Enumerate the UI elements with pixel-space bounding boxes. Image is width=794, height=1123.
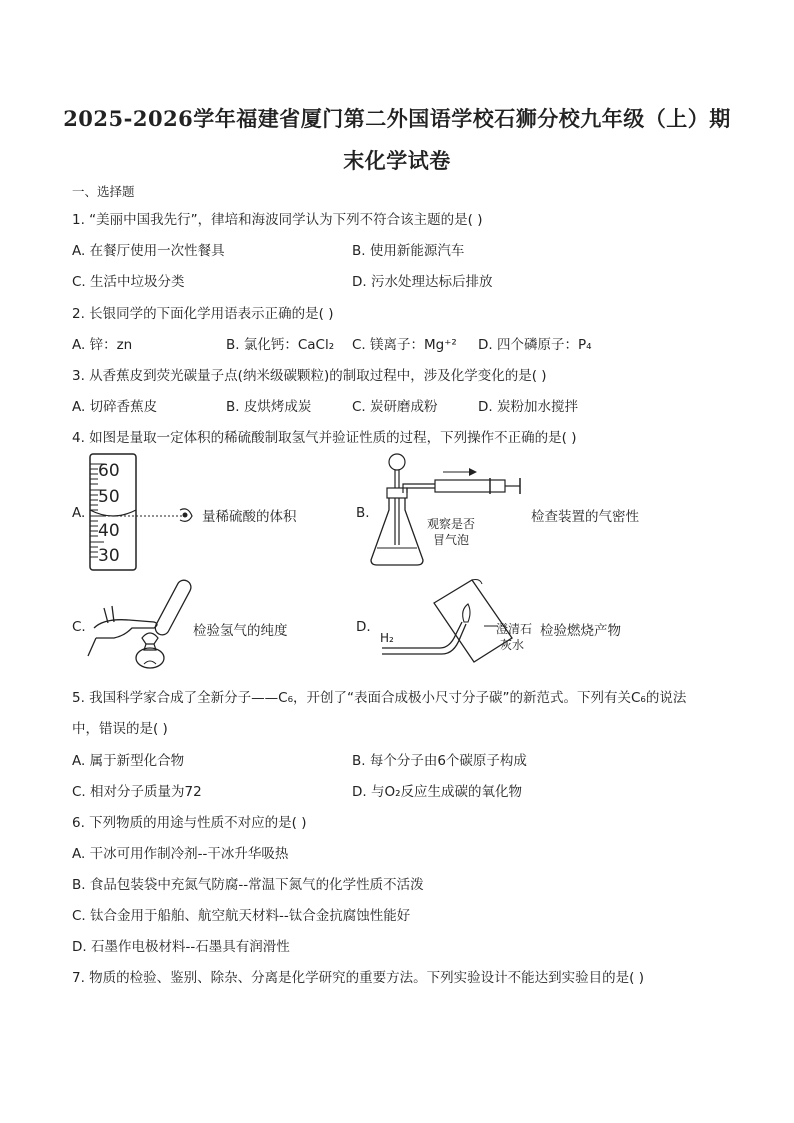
q4-option-d-text: 检验燃烧产物 — [540, 623, 621, 639]
q5-option-a: A. 属于新型化合物 — [72, 753, 185, 769]
q2-option-d: D. 四个磷原子：P₄ — [478, 337, 592, 353]
q5-option-c: C. 相对分子质量为72 — [72, 784, 202, 800]
q7-stem: 7. 物质的检验、鉴别、除杂、分离是化学研究的重要方法。下列实验设计不能达到实验目的是( ) — [72, 970, 644, 986]
q4-option-d-letter: D. — [356, 619, 371, 635]
hydrogen-purity-test-figure — [84, 578, 194, 673]
combustion-product-test-figure — [372, 578, 542, 668]
q6-option-c: C. 钛合金用于船舶、航空航天材料--钛合金抗腐蚀性能好 — [72, 908, 411, 924]
q4-option-b-letter: B. — [356, 505, 370, 521]
q1-option-d: D. 污水处理达标后排放 — [352, 274, 493, 290]
d-gas-label: H₂ — [380, 631, 394, 645]
d-note-line2: 灰水 — [500, 638, 525, 652]
b-note-line2: 冒气泡 — [433, 533, 470, 547]
q5-stem-line2: 中，错误的是( ) — [72, 721, 168, 737]
scale-label-40: 40 — [98, 521, 120, 541]
q1-option-b: B. 使用新能源汽车 — [352, 243, 465, 259]
b-note-line1: 观察是否 — [427, 517, 476, 531]
q1-option-c: C. 生活中垃圾分类 — [72, 274, 185, 290]
q2-option-a: A. 锌：zn — [72, 337, 133, 353]
d-note-line1: 澄清石 — [496, 622, 533, 636]
q2-option-b: B. 氯化钙：CaCl₂ — [226, 337, 335, 353]
q3-option-d: D. 炭粉加水搅拌 — [478, 399, 578, 415]
q3-stem: 3. 从香蕉皮到荧光碳量子点(纳米级碳颗粒)的制取过程中，涉及化学变化的是( ) — [72, 368, 547, 384]
q1-option-a: A. 在餐厅使用一次性餐具 — [72, 243, 225, 259]
q6-option-d: D. 石墨作电极材料--石墨具有润滑性 — [72, 939, 290, 955]
q3-option-a: A. 切碎香蕉皮 — [72, 399, 158, 415]
q4-option-c-letter: C. — [72, 619, 86, 635]
q4-option-c-text: 检验氢气的纯度 — [193, 623, 288, 639]
q3-option-c: C. 炭研磨成粉 — [352, 399, 438, 415]
q5-option-b: B. 每个分子由6个碳原子构成 — [352, 753, 527, 769]
airtightness-apparatus-figure — [365, 450, 530, 575]
q6-option-b: B. 食品包装袋中充氮气防腐--常温下氮气的化学性质不活泼 — [72, 877, 424, 893]
scale-label-30: 30 — [98, 546, 120, 566]
q4-option-b-text: 检查装置的气密性 — [531, 509, 639, 525]
q6-stem: 6. 下列物质的用途与性质不对应的是( ) — [72, 815, 307, 831]
q5-option-d: D. 与O₂反应生成碳的氧化物 — [352, 784, 523, 800]
q2-stem: 2. 长银同学的下面化学用语表示正确的是( ) — [72, 306, 334, 322]
graduated-cylinder-figure — [84, 450, 214, 575]
exam-title-line2: 末化学试卷 — [343, 148, 451, 173]
exam-title-line1: 2025-2026学年福建省厦门第二外国语学校石狮分校九年级（上）期 — [63, 106, 731, 131]
q5-stem-line1: 5. 我国科学家合成了全新分子——C₆，开创了“表面合成极小尺寸分子碳”的新范式。下列有关C₆的说法 — [72, 690, 687, 706]
q4-option-a-letter: A. — [72, 505, 86, 521]
scale-label-50: 50 — [98, 487, 120, 507]
q4-option-a-text: 量稀硫酸的体积 — [202, 509, 297, 525]
scale-label-60: 60 — [98, 461, 120, 481]
q1-stem: 1. “美丽中国我先行”，律培和海波同学认为下列不符合该主题的是( ) — [72, 212, 483, 228]
q6-option-a: A. 干冰可用作制冷剂--干冰升华吸热 — [72, 846, 289, 862]
q3-option-b: B. 皮烘烤成炭 — [226, 399, 312, 415]
section-heading: 一、选择题 — [72, 184, 135, 199]
q4-stem: 4. 如图是量取一定体积的稀硫酸制取氢气并验证性质的过程，下列操作不正确的是( ) — [72, 430, 577, 446]
q2-option-c: C. 镁离子：Mg⁺² — [352, 337, 457, 353]
